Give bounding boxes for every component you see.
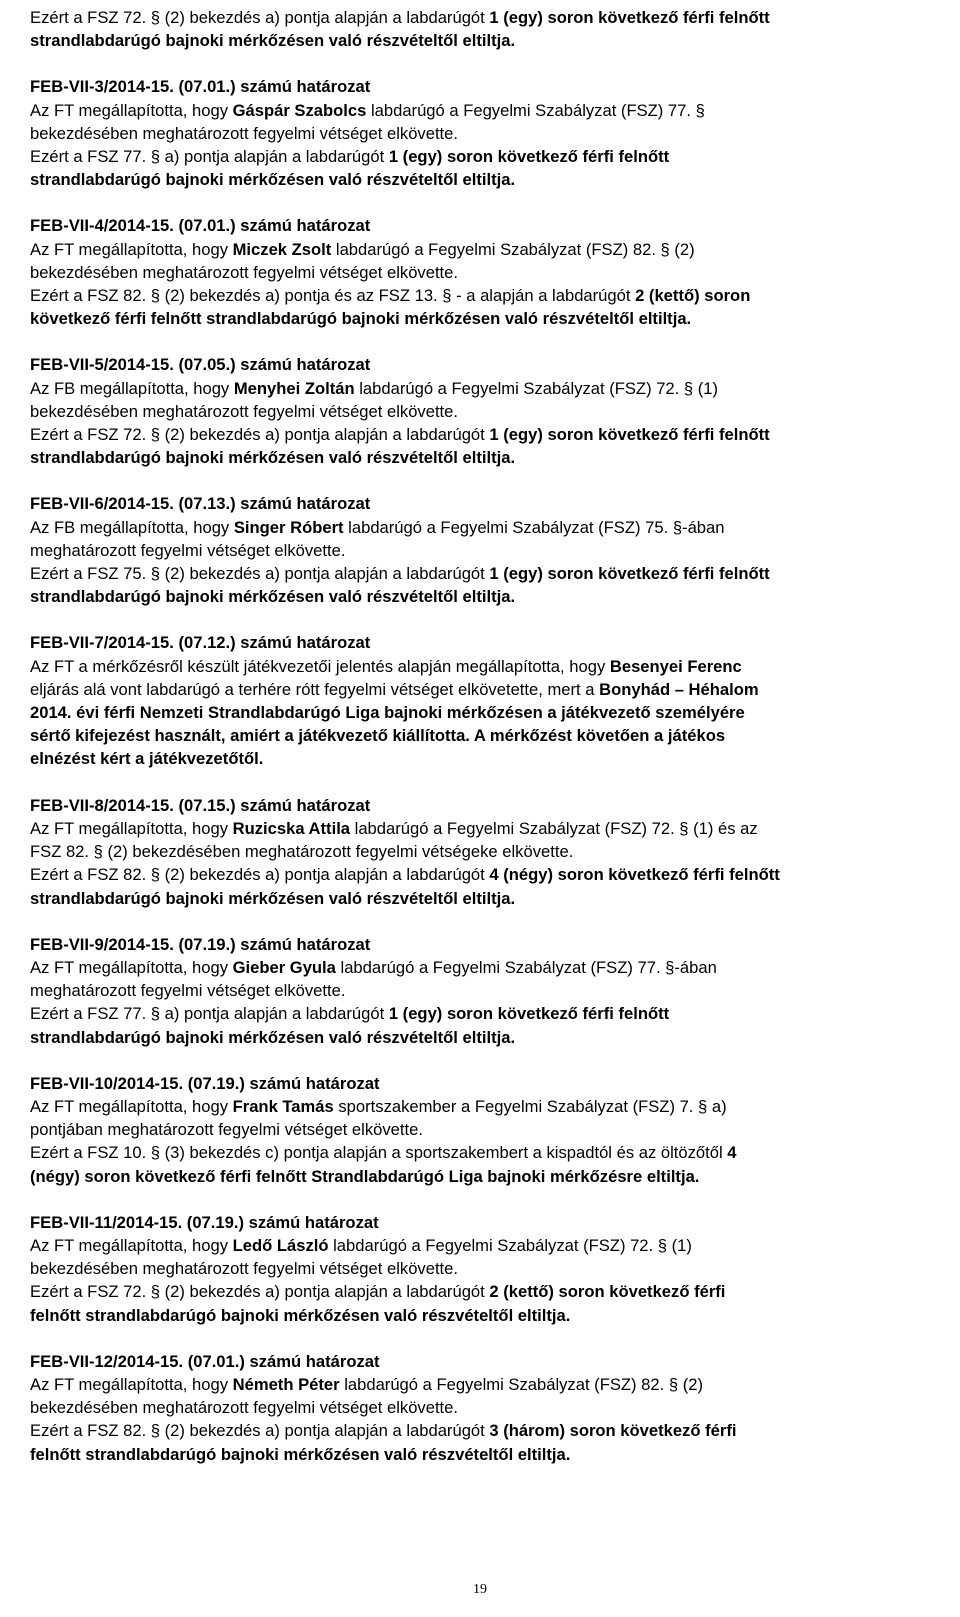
- text-line: [30, 1350, 928, 1373]
- text: Az FT megállapította, hogy: [30, 1235, 233, 1255]
- decision-paragraph: [30, 214, 928, 330]
- text: sportszakember a Fegyelmi Szabályzat (FSZ) 7. § a): [333, 1096, 727, 1116]
- bold-text: strandlabdarúgó bajnoki mérkőzésen való részvételtől eltiltja.: [30, 587, 516, 607]
- bold-text: (négy) soron következő férfi felnőtt Strandlabdarúgó Liga bajnoki mérkőzésre eltiltja.: [30, 1166, 700, 1186]
- text-line: [30, 1026, 928, 1049]
- text-line: [30, 1141, 928, 1164]
- bold-text: FEB-VII-3/2014-15. (07.01.) számú határozat: [30, 77, 371, 97]
- text-line: [30, 1257, 928, 1280]
- text-line: [30, 747, 928, 770]
- text-line: [30, 933, 928, 956]
- text: FSZ 82. § (2) bekezdésében meghatározott fegyelmi vétségeke elkövette.: [30, 842, 574, 862]
- text: Ezért a FSZ 82. § (2) bekezdés a) pontja és az FSZ 13. § - a alapján a labdarúgót: [30, 286, 636, 306]
- text: labdarúgó a Fegyelmi Szabályzat (FSZ) 75. §-ában: [343, 517, 725, 537]
- bold-text: Ledő László: [232, 1235, 329, 1255]
- text-line: [30, 817, 928, 840]
- bold-text: strandlabdarúgó bajnoki mérkőzésen való részvételtől eltiltja.: [30, 31, 516, 51]
- text-line: [30, 1211, 928, 1234]
- text: bekezdésében meghatározott fegyelmi vétséget elkövette.: [30, 123, 459, 143]
- bold-text: Gáspár Szabolcs: [232, 100, 367, 120]
- bold-text: következő férfi felnőtt strandlabdarúgó bajnoki mérkőzésen való részvételtől eltiltja.: [30, 309, 692, 329]
- text-line: [30, 400, 928, 423]
- text-line: [30, 840, 928, 863]
- bold-text: FEB-VII-4/2014-15. (07.01.) számú határozat: [30, 216, 371, 236]
- bold-text: Singer Róbert: [233, 517, 344, 537]
- decision-paragraph: [30, 492, 928, 608]
- text-line: [30, 585, 928, 608]
- text-line: [30, 145, 928, 168]
- bold-text: 3 (három) soron következő férfi: [489, 1421, 737, 1441]
- text: labdarúgó a Fegyelmi Szabályzat (FSZ) 82. § (2): [331, 239, 695, 259]
- text-line: [30, 1118, 928, 1141]
- text-line: [30, 377, 928, 400]
- text-line: [30, 1443, 928, 1466]
- text-line: [30, 1234, 928, 1257]
- bold-text: Besenyei Ferenc: [609, 656, 742, 676]
- bold-text: 2 (kettő) soron: [635, 286, 751, 306]
- text-line: [30, 353, 928, 376]
- bold-text: 2014. évi férfi Nemzeti Strandlabdarúgó Liga bajnoki mérkőzésen a játékvezető személyére: [30, 703, 745, 723]
- text: meghatározott fegyelmi vétséget elkövette.: [30, 981, 346, 1001]
- text-line: [30, 956, 928, 979]
- bold-text: FEB-VII-7/2014-15. (07.12.) számú határozat: [30, 633, 371, 653]
- decision-paragraph: [30, 794, 928, 910]
- document-body: [30, 6, 928, 1466]
- text: Ezért a FSZ 82. § (2) bekezdés a) pontja alapján a labdarúgót: [30, 865, 490, 885]
- bold-text: FEB-VII-11/2014-15. (07.19.) számú határozat: [30, 1212, 379, 1232]
- decision-paragraph: [30, 1072, 928, 1188]
- bold-text: strandlabdarúgó bajnoki mérkőzésen való részvételtől eltiltja.: [30, 888, 516, 908]
- text-line: [30, 701, 928, 724]
- text-line: [30, 1072, 928, 1095]
- bold-text: 1 (egy) soron következő férfi felnőtt: [489, 564, 770, 584]
- text-line: [30, 1280, 928, 1303]
- text-line: [30, 724, 928, 747]
- text-line: [30, 1002, 928, 1025]
- text: Az FB megállapította, hogy: [30, 378, 234, 398]
- page-number: 19: [473, 1582, 487, 1597]
- bold-text: 2 (kettő) soron következő férfi: [489, 1282, 726, 1302]
- text-line: [30, 29, 928, 52]
- bold-text: sértő kifejezést használt, amiért a játékvezető kiállította. A mérkőzést követően a játékos: [30, 726, 726, 746]
- text: Az FT a mérkőzésről készült játékvezetői jelentés alapján megállapította, hogy: [30, 656, 610, 676]
- text-line: [30, 539, 928, 562]
- text-line: [30, 887, 928, 910]
- text-line: [30, 446, 928, 469]
- text: Az FT megállapította, hogy: [30, 818, 233, 838]
- decision-paragraph: [30, 1211, 928, 1327]
- bold-text: FEB-VII-10/2014-15. (07.19.) számú határozat: [30, 1073, 380, 1093]
- bold-text: Frank Tamás: [232, 1096, 334, 1116]
- bold-text: Miczek Zsolt: [232, 239, 332, 259]
- text: Az FT megállapította, hogy: [30, 1374, 233, 1394]
- text: bekezdésében meghatározott fegyelmi vétséget elkövette.: [30, 1398, 459, 1418]
- text: Az FT megállapította, hogy: [30, 239, 233, 259]
- text-line: [30, 655, 928, 678]
- text: Ezért a FSZ 77. § a) pontja alapján a labdarúgót: [30, 147, 389, 167]
- text-line: [30, 284, 928, 307]
- bold-text: 1 (egy) soron következő férfi felnőtt: [388, 147, 670, 167]
- bold-text: strandlabdarúgó bajnoki mérkőzésen való részvételtől eltiltja.: [30, 170, 516, 190]
- text-line: [30, 214, 928, 237]
- text: Ezért a FSZ 72. § (2) bekezdés a) pontja alapján a labdarúgót: [30, 425, 490, 445]
- text-line: [30, 122, 928, 145]
- text: Ezért a FSZ 77. § a) pontja alapján a labdarúgót: [30, 1004, 389, 1024]
- bold-text: Ruzicska Attila: [232, 818, 351, 838]
- bold-text: 1 (egy) soron következő férfi felnőtt: [388, 1004, 670, 1024]
- bold-text: strandlabdarúgó bajnoki mérkőzésen való részvételtől eltiltja.: [30, 1027, 516, 1047]
- bold-text: felnőtt strandlabdarúgó bajnoki mérkőzésen való részvételtől eltiltja.: [30, 1305, 571, 1325]
- bold-text: 4: [727, 1143, 737, 1163]
- bold-text: Gieber Gyula: [232, 957, 336, 977]
- bold-text: Bonyhád – Héhalom: [599, 679, 759, 699]
- decision-paragraph: [30, 353, 928, 469]
- text: labdarúgó a Fegyelmi Szabályzat (FSZ) 72. § (1): [328, 1235, 692, 1255]
- text: labdarúgó a Fegyelmi Szabályzat (FSZ) 72. § (1) és az: [350, 818, 758, 838]
- text-line: [30, 794, 928, 817]
- bold-text: FEB-VII-9/2014-15. (07.19.) számú határozat: [30, 934, 371, 954]
- text-line: [30, 75, 928, 98]
- text: Ezért a FSZ 72. § (2) bekezdés a) pontja alapján a labdarúgót: [30, 8, 490, 27]
- decision-paragraph: [30, 6, 928, 52]
- text: bekezdésében meghatározott fegyelmi vétséget elkövette.: [30, 401, 459, 421]
- text: Az FT megállapította, hogy: [30, 957, 233, 977]
- text: bekezdésében meghatározott fegyelmi vétséget elkövette.: [30, 1259, 459, 1279]
- text-line: [30, 863, 928, 886]
- bold-text: felnőtt strandlabdarúgó bajnoki mérkőzésen való részvételtől eltiltja.: [30, 1444, 571, 1464]
- decision-paragraph: [30, 933, 928, 1049]
- text-line: [30, 1165, 928, 1188]
- text: Ezért a FSZ 72. § (2) bekezdés a) pontja alapján a labdarúgót: [30, 1282, 490, 1302]
- text-line: [30, 631, 928, 654]
- text: pontjában meghatározott fegyelmi vétséget elkövette.: [30, 1120, 423, 1140]
- bold-text: Németh Péter: [232, 1374, 340, 1394]
- text-line: [30, 423, 928, 446]
- text-line: [30, 492, 928, 515]
- text: labdarúgó a Fegyelmi Szabályzat (FSZ) 77. §: [366, 100, 705, 120]
- text-line: [30, 168, 928, 191]
- bold-text: 1 (egy) soron következő férfi felnőtt: [489, 8, 770, 27]
- text-line: [30, 516, 928, 539]
- text-line: [30, 307, 928, 330]
- text-line: [30, 6, 928, 29]
- text-line: [30, 1304, 928, 1327]
- text: Az FT megállapította, hogy: [30, 1096, 233, 1116]
- decision-paragraph: [30, 75, 928, 191]
- text-line: [30, 1419, 928, 1442]
- bold-text: 4 (négy) soron következő férfi felnőtt: [489, 865, 780, 885]
- bold-text: strandlabdarúgó bajnoki mérkőzésen való részvételtől eltiltja.: [30, 448, 516, 468]
- text-line: [30, 678, 928, 701]
- text-line: [30, 562, 928, 585]
- text: labdarúgó a Fegyelmi Szabályzat (FSZ) 77. §-ában: [335, 957, 717, 977]
- text-line: [30, 1373, 928, 1396]
- text: eljárás alá vont labdarúgó a terhére rótt fegyelmi vétséget elkövetette, mert a: [30, 679, 600, 699]
- text: Ezért a FSZ 75. § (2) bekezdés a) pontja alapján a labdarúgót: [30, 564, 490, 584]
- text: bekezdésében meghatározott fegyelmi vétséget elkövette.: [30, 262, 459, 282]
- text-line: [30, 1396, 928, 1419]
- text: Az FT megállapította, hogy: [30, 100, 233, 120]
- bold-text: FEB-VII-6/2014-15. (07.13.) számú határozat: [30, 494, 371, 514]
- bold-text: FEB-VII-12/2014-15. (07.01.) számú határozat: [30, 1351, 380, 1371]
- decision-paragraph: [30, 1350, 928, 1466]
- decision-paragraph: [30, 631, 928, 770]
- text-line: [30, 979, 928, 1002]
- bold-text: elnézést kért a játékvezetőtől.: [30, 749, 264, 769]
- bold-text: FEB-VII-8/2014-15. (07.15.) számú határozat: [30, 795, 371, 815]
- text: meghatározott fegyelmi vétséget elkövette.: [30, 540, 346, 560]
- text-line: [30, 261, 928, 284]
- bold-text: 1 (egy) soron következő férfi felnőtt: [489, 425, 770, 445]
- text: Az FB megállapította, hogy: [30, 517, 234, 537]
- text: Ezért a FSZ 82. § (2) bekezdés a) pontja alapján a labdarúgót: [30, 1421, 490, 1441]
- bold-text: FEB-VII-5/2014-15. (07.05.) számú határozat: [30, 355, 371, 375]
- bold-text: Menyhei Zoltán: [233, 378, 355, 398]
- text: labdarúgó a Fegyelmi Szabályzat (FSZ) 82. § (2): [339, 1374, 703, 1394]
- text-line: [30, 1095, 928, 1118]
- text: labdarúgó a Fegyelmi Szabályzat (FSZ) 72. § (1): [354, 378, 719, 398]
- text-line: [30, 238, 928, 261]
- text-line: [30, 99, 928, 122]
- text: Ezért a FSZ 10. § (3) bekezdés c) pontja alapján a sportszakembert a kispadtól és az öltözőtől: [30, 1143, 728, 1163]
